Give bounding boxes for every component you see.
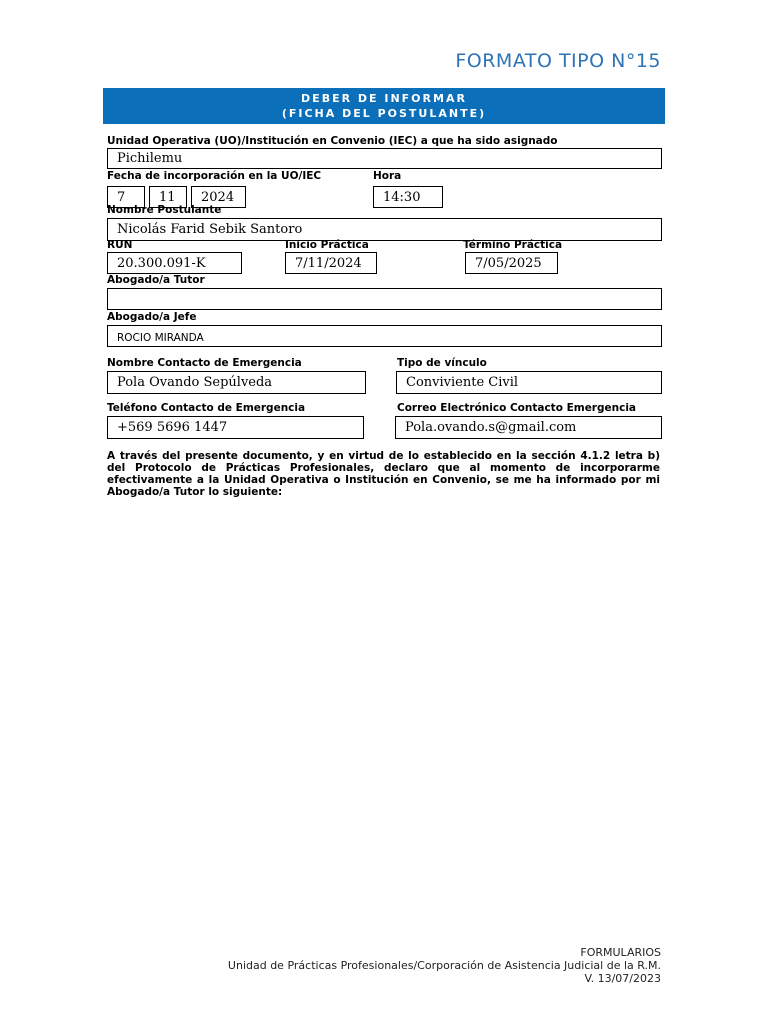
footer-organization: Unidad de Prácticas Profesionales/Corporación de Asistencia Judicial de la R.M. [227,959,661,972]
fecha-month-field[interactable]: 11 [149,186,187,208]
unidad-field[interactable]: Pichilemu [107,148,662,169]
jefe-label: Abogado/a Jefe [107,311,197,323]
vinculo-label: Tipo de vínculo [397,357,487,369]
footer-version: V. 13/07/2023 [584,972,661,985]
fecha-year-field[interactable]: 2024 [191,186,246,208]
telefono-label: Teléfono Contacto de Emergencia [107,402,306,414]
banner-title: DEBER DE INFORMAR [301,92,467,105]
contacto-label: Nombre Contacto de Emergencia [107,357,302,369]
hora-label: Hora [373,170,402,182]
fecha-label: Fecha de incorporación en la UO/IEC [107,170,322,182]
tutor-label: Abogado/a Tutor [107,274,205,286]
form-banner [103,88,665,124]
correo-field[interactable]: Pola.ovando.s@gmail.com [395,416,662,439]
run-field[interactable]: 20.300.091-K [107,252,242,274]
contacto-field[interactable]: Pola Ovando Sepúlveda [107,371,366,394]
banner-subtitle: (FICHA DEL POSTULANTE) [281,107,487,120]
hora-field[interactable]: 14:30 [373,186,443,208]
nombre-field[interactable]: Nicolás Farid Sebik Santoro [107,218,662,241]
jefe-field[interactable]: ROCIO MIRANDA [107,325,662,347]
termino-field[interactable]: 7/05/2025 [465,252,558,274]
vinculo-field[interactable]: Conviviente Civil [396,371,662,394]
unidad-label: Unidad Operativa (UO)/Institución en Convenio (IEC) a que ha sido asignado [107,135,558,147]
inicio-label: Inicio Práctica [285,239,369,251]
fecha-day-field[interactable]: 7 [107,186,145,208]
tutor-field[interactable] [107,288,662,310]
nombre-label: Nombre Postulante [107,204,222,216]
termino-label: Término Práctica [463,239,563,251]
format-title: FORMATO TIPO N°15 [455,50,661,72]
statement-paragraph: A través del presente documento, y en virtud de lo establecido en la sección 4.1.2 letra b) del Protocolo de Prácticas Profesionales, declaro que al momento de incorporarme efectivamente a la Unidad Operativa o Institución en Convenio, se me ha informado por mi Abogado/a Tutor lo siguiente: [107,450,660,498]
footer-section: FORMULARIOS [580,946,661,959]
telefono-field[interactable]: +569 5696 1447 [107,416,364,439]
correo-label: Correo Electrónico Contacto Emergencia [397,402,637,414]
inicio-field[interactable]: 7/11/2024 [285,252,377,274]
run-label: RUN [107,239,133,251]
